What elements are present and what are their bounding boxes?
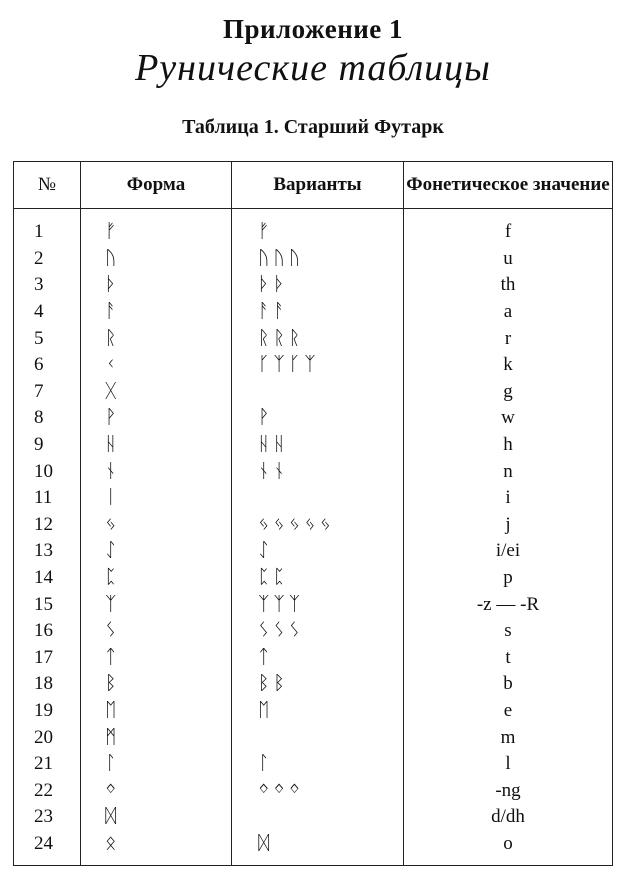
row-number: 22: [34, 779, 53, 801]
phonetic-value: l: [404, 751, 613, 778]
rune-form: ᚢ: [81, 246, 232, 273]
rune-variants: ᚦᚦ: [232, 272, 404, 299]
row-number: 14: [34, 567, 53, 589]
table-row: [14, 209, 613, 246]
phonetic-value: u: [404, 246, 613, 273]
rune-variants: ᚹ: [232, 405, 404, 432]
phonetic-value: s: [404, 618, 613, 645]
phonetic-value: j: [404, 512, 613, 539]
row-number: 3: [34, 274, 44, 296]
column-header-number: №: [14, 162, 81, 209]
rune-variants: ᚨᚨ: [232, 299, 404, 326]
table-row: [14, 272, 613, 299]
row-number: 5: [34, 327, 44, 349]
rune-variants: ᛈᛈ: [232, 565, 404, 592]
row-number: 13: [34, 540, 53, 562]
rune-variants: ᚢᚢᚢ: [232, 246, 404, 273]
rune-form: ᛈ: [81, 565, 232, 592]
rune-variants: ᛊᛊᛊ: [232, 618, 404, 645]
table-row: [14, 512, 613, 539]
rune-form: ᛗ: [81, 724, 232, 751]
table-row: [14, 804, 613, 831]
rune-form: ᚾ: [81, 458, 232, 485]
column-header-form: Форма: [81, 162, 232, 209]
column-header-variants: Варианты: [232, 162, 404, 209]
rune-variants: ᛜᛜᛜ: [232, 777, 404, 804]
rune-form: ᚠ: [81, 209, 232, 246]
phonetic-value: t: [404, 645, 613, 672]
rune-form: ᚺ: [81, 432, 232, 459]
rune-variants: ᚱᚱᚱ: [232, 325, 404, 352]
table-row: [14, 352, 613, 379]
rune-form: ᛟ: [81, 831, 232, 866]
table-row: [14, 751, 613, 778]
table-row: [14, 405, 613, 432]
table-row: [14, 671, 613, 698]
row-number: 12: [34, 513, 53, 535]
table-row: [14, 618, 613, 645]
row-number: 18: [34, 673, 53, 695]
row-number: 19: [34, 699, 53, 721]
phonetic-value: th: [404, 272, 613, 299]
phonetic-value: w: [404, 405, 613, 432]
phonetic-value: i/ei: [404, 538, 613, 565]
phonetic-value: o: [404, 831, 613, 866]
table-row: [14, 485, 613, 512]
row-number: 6: [34, 354, 44, 376]
column-header-phonetic: Фонетическое значение: [404, 162, 613, 209]
table-row: [14, 724, 613, 751]
rune-variants: ᛒᛒ: [232, 671, 404, 698]
table-caption: Таблица 1. Старший Футарк: [182, 116, 444, 138]
rune-variants: ᚺᚺ: [232, 432, 404, 459]
page-title: Рунические таблицы: [135, 47, 491, 89]
rune-variants: [232, 724, 404, 751]
phonetic-value: d/dh: [404, 804, 613, 831]
rune-variants: ᚴᛉᚴᛉ: [232, 352, 404, 379]
row-number: 16: [34, 620, 53, 642]
table-row: [14, 379, 613, 406]
rune-form: ᛞ: [81, 804, 232, 831]
row-number: 24: [34, 832, 53, 854]
table-row: [14, 591, 613, 618]
rune-variants: [232, 485, 404, 512]
phonetic-value: p: [404, 565, 613, 592]
rune-form: ᛃ: [81, 512, 232, 539]
table-row: [14, 565, 613, 592]
rune-variants: [232, 379, 404, 406]
rune-form: ᚲ: [81, 352, 232, 379]
phonetic-value: r: [404, 325, 613, 352]
phonetic-value: b: [404, 671, 613, 698]
phonetic-value: n: [404, 458, 613, 485]
row-number: 17: [34, 646, 53, 668]
rune-variants: ᛇ: [232, 538, 404, 565]
phonetic-value: f: [404, 209, 613, 246]
phonetic-value: a: [404, 299, 613, 326]
row-number: 7: [34, 380, 44, 402]
rune-form: ᚦ: [81, 272, 232, 299]
rune-variants: ᚠ: [232, 209, 404, 246]
rune-variants: ᛃᛃᛃᛃᛃ: [232, 512, 404, 539]
rune-form: ᛊ: [81, 618, 232, 645]
phonetic-value: e: [404, 698, 613, 725]
rune-variants: ᚾᚾ: [232, 458, 404, 485]
table-row: [14, 458, 613, 485]
rune-form: ᚷ: [81, 379, 232, 406]
row-number: 11: [34, 487, 53, 509]
table-row: [14, 538, 613, 565]
rune-variants: ᛉᛉᛉ: [232, 591, 404, 618]
table-row: [14, 831, 613, 866]
phonetic-value: m: [404, 724, 613, 751]
rune-form: ᚱ: [81, 325, 232, 352]
phonetic-value: -ng: [404, 777, 613, 804]
table-row: [14, 325, 613, 352]
rune-form: ᛚ: [81, 751, 232, 778]
rune-form: ᚨ: [81, 299, 232, 326]
phonetic-value: -z — -R: [404, 591, 613, 618]
runes-table: [13, 161, 613, 866]
appendix-heading: Приложение 1: [222, 14, 404, 44]
rune-variants: ᛖ: [232, 698, 404, 725]
rune-form: ᛏ: [81, 645, 232, 672]
rune-form: ᛒ: [81, 671, 232, 698]
rune-form: ᛁ: [81, 485, 232, 512]
table-row: [14, 698, 613, 725]
row-number: 2: [34, 247, 44, 269]
rune-form: ᛖ: [81, 698, 232, 725]
phonetic-value: g: [404, 379, 613, 406]
row-number: 20: [34, 726, 53, 748]
rune-form: ᛇ: [81, 538, 232, 565]
rune-variants: ᛞ: [232, 831, 404, 866]
row-number: 21: [34, 753, 53, 775]
rune-form: ᛉ: [81, 591, 232, 618]
table-row: [14, 246, 613, 273]
rune-form: ᛜ: [81, 777, 232, 804]
table-row: [14, 299, 613, 326]
phonetic-value: h: [404, 432, 613, 459]
row-number: 8: [34, 407, 44, 429]
row-number: 1: [34, 221, 44, 243]
table-body: [14, 209, 613, 866]
rune-form: ᚹ: [81, 405, 232, 432]
row-number: 10: [34, 460, 53, 482]
row-number: 15: [34, 593, 53, 615]
table-header-row: [14, 162, 613, 209]
rune-variants: ᛚ: [232, 751, 404, 778]
phonetic-value: k: [404, 352, 613, 379]
row-number: 23: [34, 806, 53, 828]
table-row: [14, 777, 613, 804]
phonetic-value: i: [404, 485, 613, 512]
table-row: [14, 432, 613, 459]
row-number: 4: [34, 301, 44, 323]
row-number: 9: [34, 434, 44, 456]
table-row: [14, 645, 613, 672]
rune-variants: [232, 804, 404, 831]
rune-variants: ᛏ: [232, 645, 404, 672]
